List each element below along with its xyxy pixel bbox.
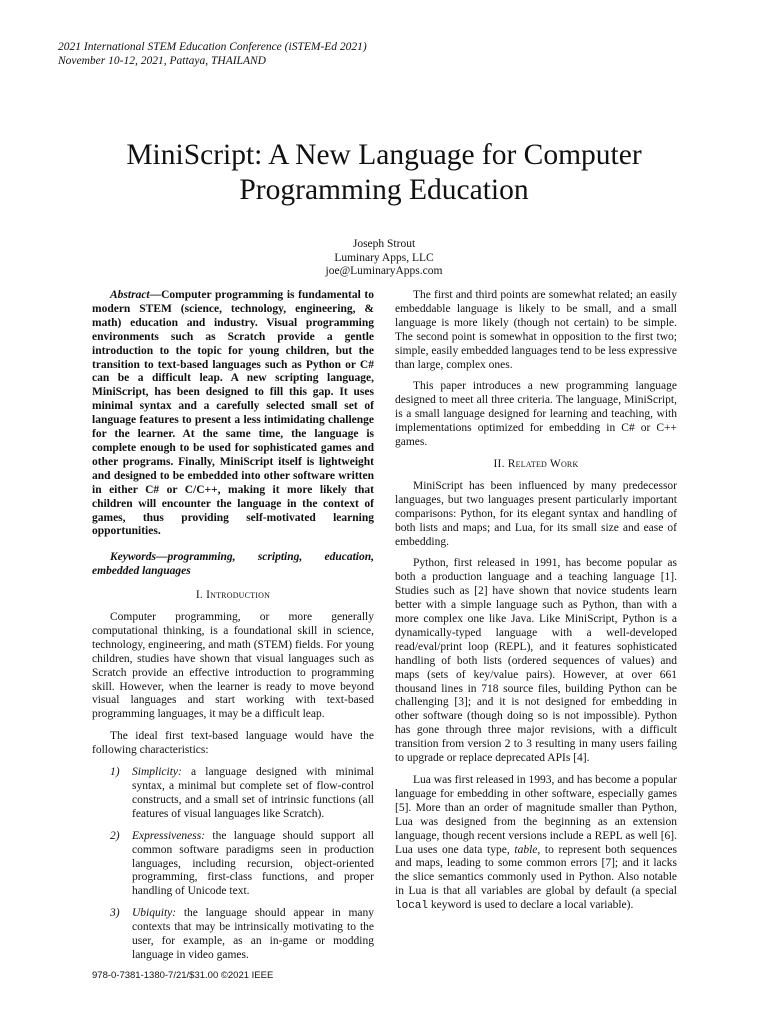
- item-term: Expressiveness:: [132, 829, 206, 842]
- lua-text-b: , to represent both sequences and maps, leading to some common errors [7]; and it lacks the slice semantics commonly used in Python. Also notable in Lua is that all variables are global by default (a special: [395, 843, 677, 898]
- related-work-paragraph-3: [395, 774, 677, 914]
- item-text: a language designed with minimal syntax, a minimal but complete set of flow-control constructs, and a small set of intrinsic functions (all features of visual languages like Scratch).: [132, 766, 375, 820]
- paper-title-line-2: Programming Education: [239, 174, 529, 206]
- keywords: [92, 551, 374, 579]
- item-body: [132, 907, 374, 963]
- conference-date-location: November 10-12, 2021, Pattaya, THAILAND: [58, 55, 266, 67]
- characteristic-item-3: [92, 907, 374, 963]
- keywords-dash: —: [156, 551, 168, 564]
- abstract-dash: —: [149, 289, 162, 301]
- abstract-label: Abstract: [110, 289, 150, 301]
- characteristic-item-1: [92, 766, 374, 822]
- intro-paragraph-2: The ideal first text-based language would have the following characteristics:: [92, 730, 374, 757]
- lua-text-c: keyword is used to declare a local variable).: [430, 899, 634, 912]
- item-number: 2): [110, 829, 120, 842]
- section-heading-introduction: I. Introduction: [195, 589, 271, 602]
- intro-paragraph-3: The first and third points are somewhat related; an easily embeddable language is likely to be small, and a small language is more likely (though not certain) to be simple. The second point is somewhat in opposition to the first two; simple, easily embedded languages tend to be less expressive than large, complex ones.: [395, 289, 677, 371]
- abstract: [92, 289, 374, 539]
- lua-term-table: table: [514, 843, 538, 856]
- author-affiliation: Luminary Apps, LLC: [334, 251, 434, 264]
- author-name: Joseph Strout: [352, 238, 416, 250]
- paper-title-line-1: MiniScript: A New Language for Computer: [126, 139, 642, 171]
- item-body: [132, 766, 374, 822]
- related-work-paragraph-1: MiniScript has been influenced by many predecessor languages, but two languages present particularly important comparisons: Python, for its elegant syntax and handling of both lists and maps; and Lua, for its small size and ease of embedding.: [395, 479, 677, 548]
- conference-header: [58, 40, 478, 68]
- author-email: joe@LuminaryApps.com: [325, 265, 443, 277]
- item-term: Ubiquity:: [132, 907, 177, 920]
- lua-text-a: Lua was first released in 1993, and has become a popular language for embedding in other software, especially games [5]. More than an order of magnitude smaller than Python, Lua was designed from the beginning as an extension language, though recent versions include a REPL as well [6]. Lua uses one data type,: [395, 774, 677, 856]
- item-text: the language should appear in many contexts that may be intrinsically motivating to the user, for example, as an in-game or modding language in video games.: [132, 907, 374, 961]
- paper-title: [60, 138, 708, 208]
- author-block: [184, 238, 584, 279]
- item-term: Simplicity:: [132, 766, 182, 779]
- keywords-text: programming, scripting, education, embedded languages: [92, 551, 374, 578]
- characteristic-item-2: [92, 830, 374, 900]
- keywords-label: Keywords: [110, 551, 156, 564]
- intro-paragraph-1: Computer programming, or more generally computational thinking, is a foundational skill in science, technology, engineering, and math (STEM) fields. For young children, studies have shown that visual languages such as Scratch provide an effective introduction to programming skill. However, when the learner is ready to move beyond visual languages and start working with text-based programming languages, it may be a difficult leap.: [92, 611, 374, 721]
- abstract-text: Computer programming is fundamental to modern STEM (science, technology, engineering, & math) education and industry. Visual programming environments such as Scratch provide a gentle introduction to the topic for young children, but the transition to text-based languages such as Python or C# can be a difficult leap. A new scripting language, MiniScript, has been designed to fill this gap. It uses minimal syntax and a carefully selected small set of language features to present a less intimidating challenge for the learner. At the same time, the language is complete enough to be used for sophisticated games and other programs. Finally, MiniScript itself is lightweight and designed to be embedded into other software written in either C# or C/C++, making it more likely that children will encounter the language in the context of games, thus providing self-motivated learning opportunities.: [92, 289, 374, 538]
- lua-keyword-local: local: [395, 900, 429, 913]
- intro-paragraph-4: This paper introduces a new programming language designed to meet all three criteria. The language, MiniScript, is a small language designed for learning and teaching, with implementations optimized for embedding in C# or C++ games.: [395, 380, 677, 449]
- conference-name: 2021 International STEM Education Conference (iSTEM-Ed 2021): [58, 41, 367, 53]
- left-column: [92, 289, 374, 971]
- copyright-footer: 978-0-7381-1380-7/21/$31.00 ©2021 IEEE: [92, 970, 274, 981]
- section-heading-related-work: II. Related Work: [493, 457, 579, 470]
- item-number: 1): [110, 766, 120, 779]
- item-body: [132, 830, 374, 900]
- related-work-paragraph-2: Python, first released in 1991, has become popular as both a production language and a teaching language [1]. Studies such as [2] have shown that novice students learn better with a simple language such as Python, than with a more complex one like Java. Like MiniScript, Python is a dynamically-typed language with a well-developed read/eval/print loop (REPL), and it features sophisticated handling of both lists (ordered sequences of values) and maps (sets of key/value pairs). However, at over 661 thousand lines in 718 source files, building Python can be challenging [3]; and it is not designed for embedding in other software (though doing so is not impossible). Python has gone through three major revisions, with a difficult transition from version 2 to 3 resulting in many users failing to upgrade or replace deprecated APIs [4].: [395, 557, 677, 765]
- item-text: the language should support all common software paradigms seen in production languages, including recursion, object-oriented programming, first-class functions, and proper handling of Unicode text.: [132, 829, 375, 898]
- right-column: [395, 289, 677, 922]
- item-number: 3): [110, 907, 120, 920]
